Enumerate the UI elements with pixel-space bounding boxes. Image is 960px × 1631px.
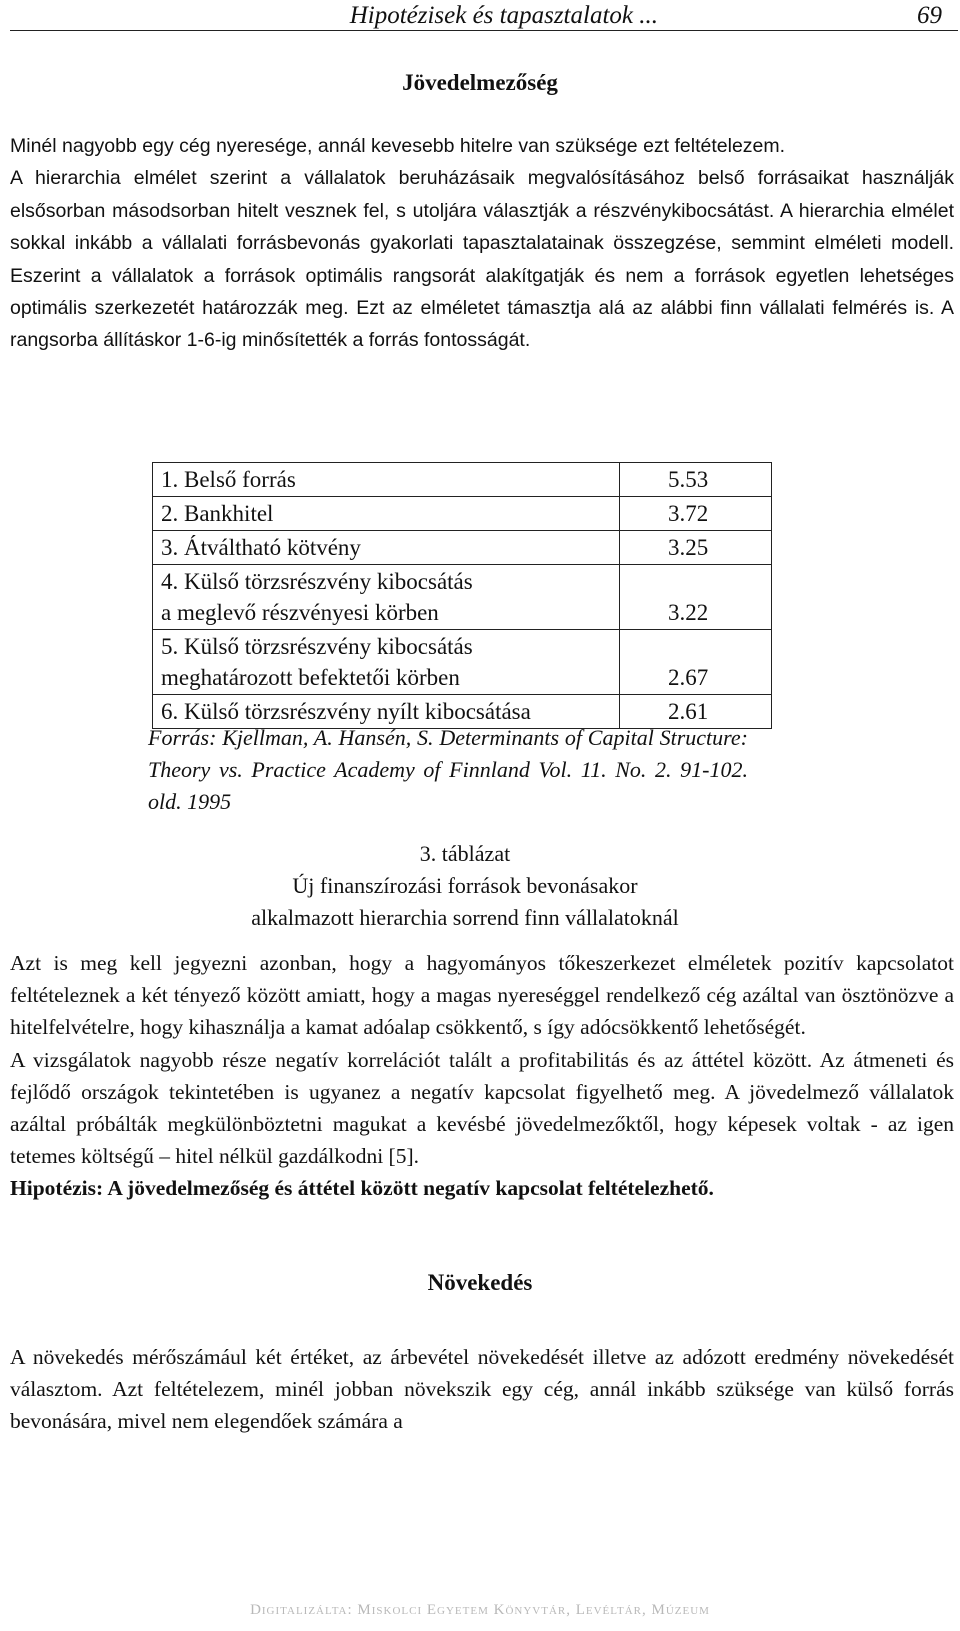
funding-ranking-table	[152, 462, 772, 729]
table-cell-value: 3.22	[620, 565, 772, 630]
table-cell-label	[153, 630, 620, 695]
table-row	[153, 565, 772, 630]
paragraph: Azt is meg kell jegyezni azonban, hogy a hagyományos tőkeszerkezet elméletek pozitív kapcsolatot feltételeznek a két tényező között amiatt, hogy a magas nyereséggel rendelkező cég azáltal van ösztönözve a hitelfelvételre, hogy kihasználja a kamat adóalap csökkentő, s így adócsökkentő lehetőségét.	[10, 951, 954, 1040]
table-row	[153, 531, 772, 565]
table-cell-value: 3.25	[620, 531, 772, 565]
paragraph: A vizsgálatok nagyobb része negatív korrelációt talált a profitabilitás és az áttétel között. Az átmeneti és fejlődő országok tekintetében is ugyanez a negatív kapcsolat figyelhető meg. A jövedelmező vállalatok azáltal próbálták megkülönböztetni magukat a kevésbé jövedelmezőktől, hogy képesek voltak - az igen tetemes költségű – hitel nélkül gazdálkodni [5].	[10, 1047, 954, 1169]
table-row	[153, 463, 772, 497]
section2-body	[10, 1341, 954, 1438]
table-cell-value: 2.67	[620, 630, 772, 695]
table-cell-label: 3. Átváltható kötvény	[153, 531, 620, 565]
table-cell-label-line: a meglevő részvényesi körben	[161, 600, 439, 625]
section-heading-profitability: Jövedelmezőség	[402, 70, 558, 95]
table-cell-value: 5.53	[620, 463, 772, 497]
section-heading-growth: Növekedés	[427, 1270, 533, 1295]
section1-continued-body	[10, 947, 954, 1205]
table-source-note: Forrás: Kjellman, A. Hansén, S. Determinants of Capital Structure: Theory vs. Practice Academy of Finnland Vol. 11. No. 2. 91-102. old. 1995	[148, 725, 748, 814]
table-cell-label: 6. Külső törzsrészvény nyílt kibocsátása	[153, 695, 620, 729]
table-caption	[0, 838, 930, 934]
table-cell-label-line: meghatározott befektetői körben	[161, 665, 460, 690]
table-cell-value: 2.61	[620, 695, 772, 729]
paragraph: A hierarchia elmélet szerint a vállalatok beruházásaik megvalósításához belső forrásaikat használják elsősorban másodsorban hitelt vesznek fel, s utoljára választják a részvénykibocsátást. A hierarchia elmélet sokkal inkább a vállalati forrásbevonás gyakorlati tapasztalatainak összegzése, semmint elméleti modell. Eszerint a vállalatok a források optimális rangsorát alakítgatják és nem a források egyetlen lehetséges optimális szerkezetét határozzák meg. Ezt az elméletet támasztja alá az alábbi finn vállalati felmérés is. A rangsorba állításkor 1-6-ig minősítették a forrás fontosságát.	[10, 167, 954, 352]
table-row	[153, 497, 772, 531]
page-number: 69	[917, 2, 942, 29]
table-cell-value: 3.72	[620, 497, 772, 531]
table-caption-number: 3. táblázat	[419, 841, 511, 866]
table-cell-label	[153, 565, 620, 630]
section1-body	[10, 130, 954, 357]
paragraph: Minél nagyobb egy cég nyeresége, annál kevesebb hitelre van szüksége ezt feltételezem.	[10, 135, 786, 157]
hypothesis-statement: Hipotézis: A jövedelmezőség és áttétel között negatív kapcsolat feltételezhető.	[10, 1176, 714, 1201]
table-cell-label: 1. Belső forrás	[153, 463, 620, 497]
paragraph: A növekedés mérőszámául két értéket, az árbevétel növekedését illetve az adózott eredmény növekedését választom. Azt feltételezem, minél jobban növekszik egy cég, annál inkább szüksége van külső forrás bevonására, mivel nem elegendőek számára a	[10, 1345, 954, 1434]
digitization-watermark: Digitalizálta: Miskolci Egyetem Könyvtár, Levéltár, Múzeum	[250, 1602, 710, 1618]
table-caption-line: Új finanszírozási források bevonásakor	[292, 873, 638, 898]
table-row	[153, 630, 772, 695]
table-cell-label: 2. Bankhitel	[153, 497, 620, 531]
table-cell-label-line: 5. Külső törzsrészvény kibocsátás	[161, 634, 473, 659]
running-title: Hipotézisek és tapasztalatok ...	[349, 2, 658, 29]
running-header	[10, 0, 958, 31]
table-cell-label-line: 4. Külső törzsrészvény kibocsátás	[161, 569, 473, 594]
table-caption-line: alkalmazott hierarchia sorrend finn vállalatoknál	[251, 905, 679, 930]
